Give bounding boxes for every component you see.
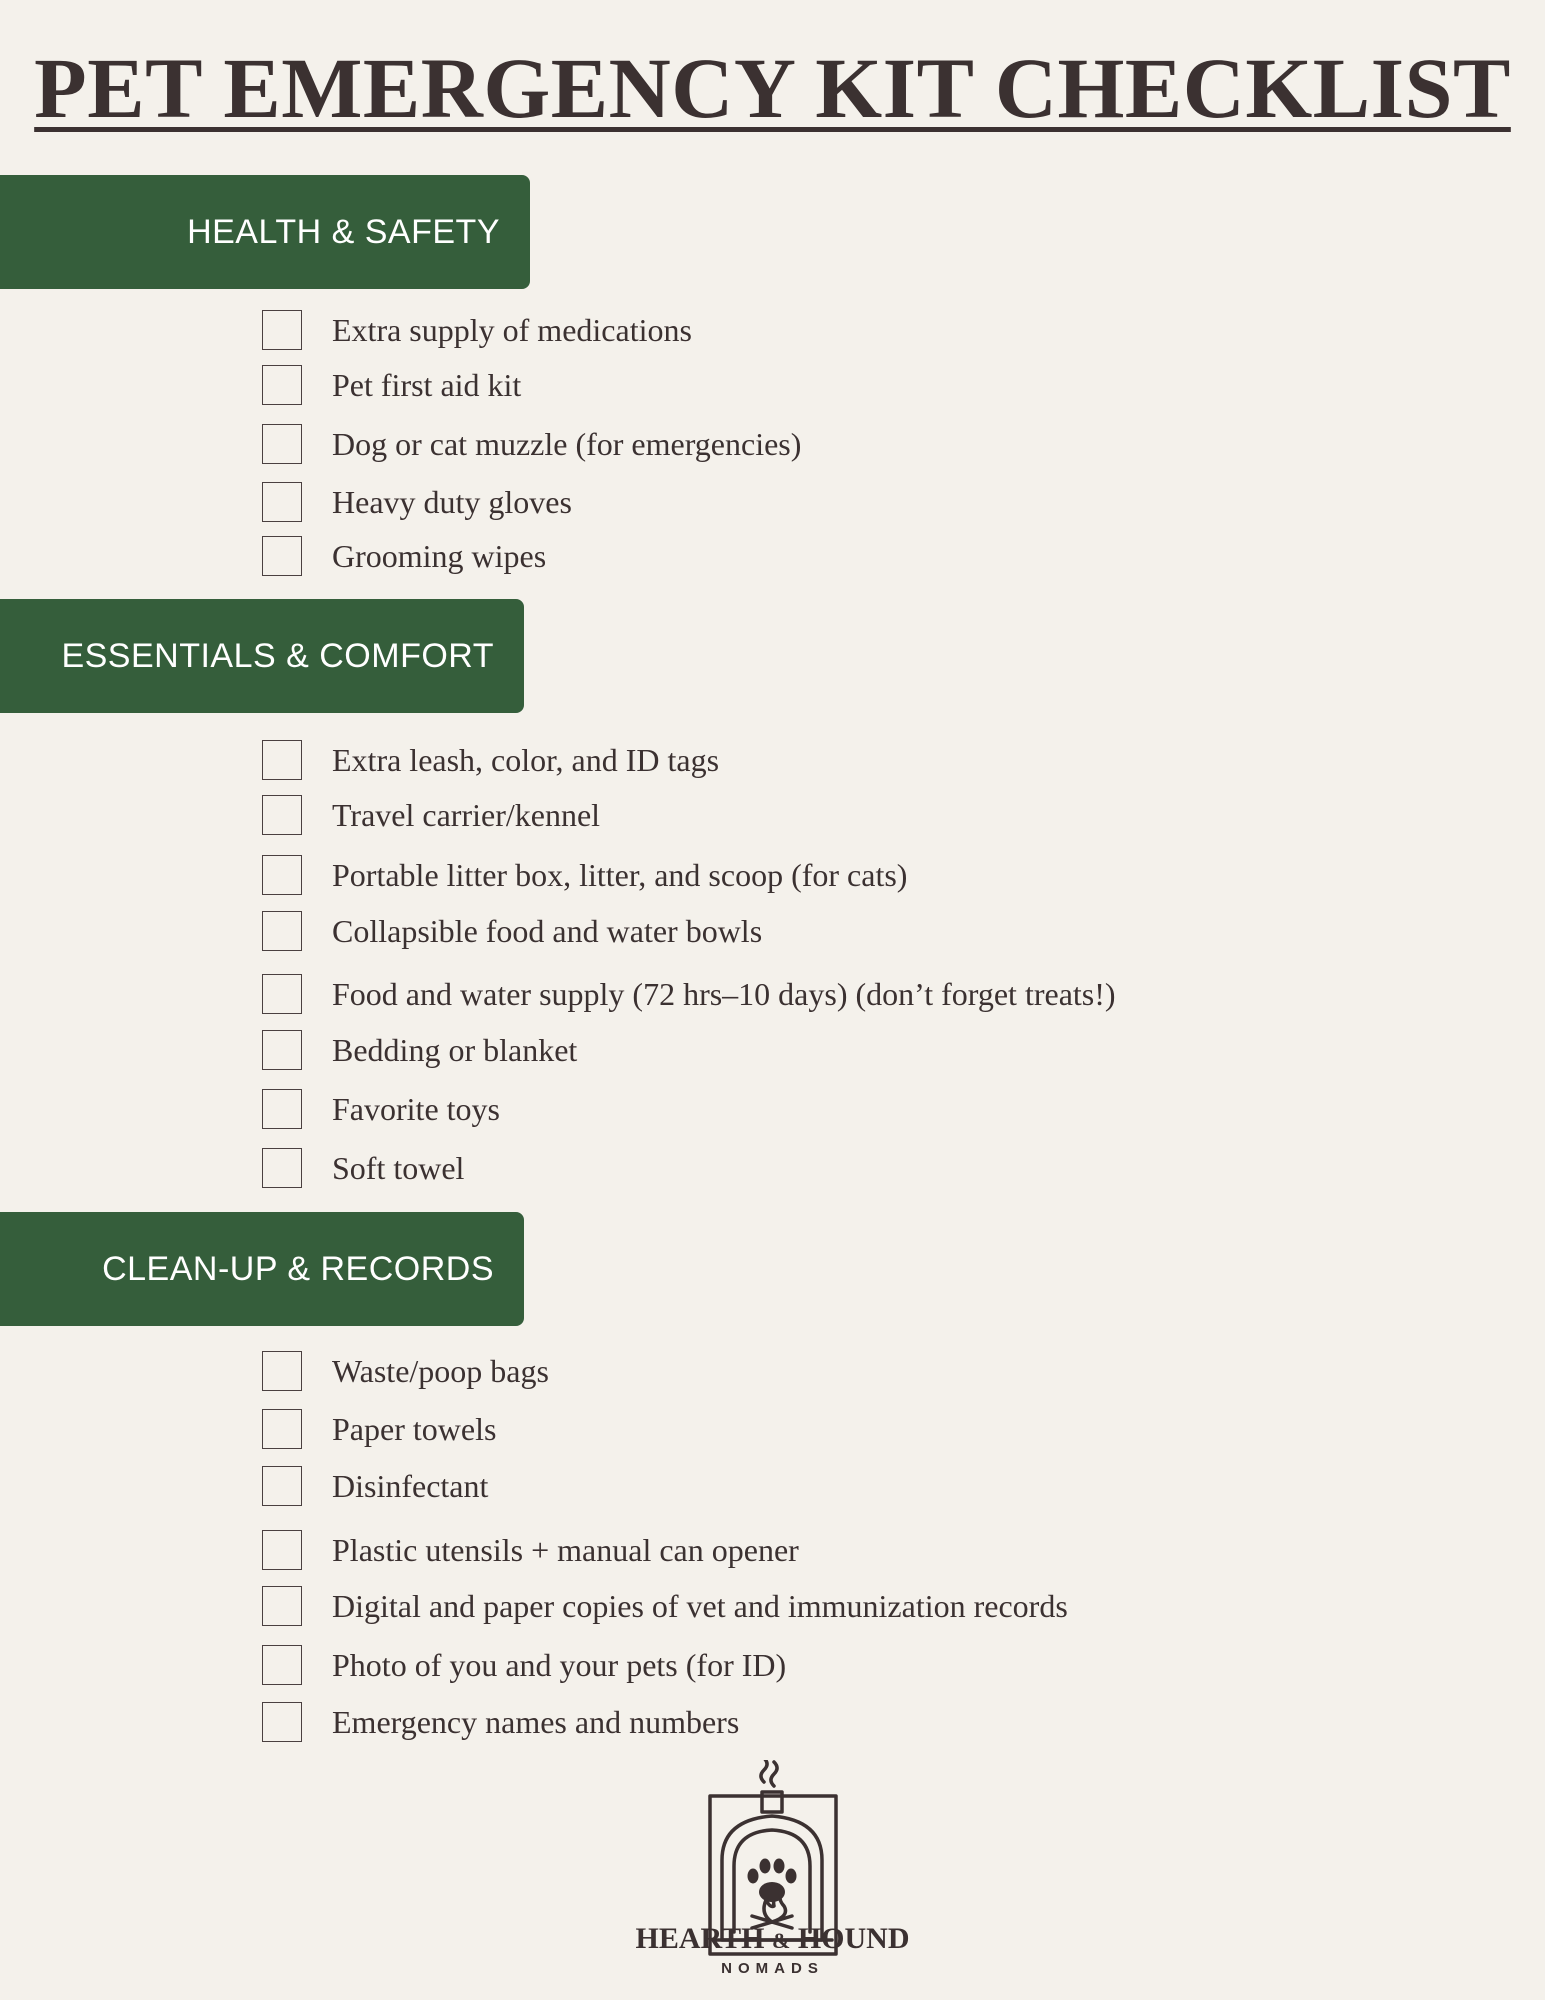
checklist-item-label: Extra leash, color, and ID tags — [332, 741, 720, 778]
page-title: PET EMERGENCY KIT CHECKLIST — [34, 40, 1511, 136]
brand-name-left: HEARTH — [635, 1922, 765, 1955]
checklist-item-label: Food and water supply (72 hrs–10 days) (don’t forget treats!) — [332, 975, 1116, 1012]
checklist-item[interactable] — [262, 972, 1116, 1016]
brand-ampersand: & — [771, 1928, 791, 1953]
checklist-item-label: Pet first aid kit — [332, 366, 522, 403]
checkbox[interactable] — [262, 795, 302, 835]
checkbox[interactable] — [262, 1148, 302, 1188]
checkbox[interactable] — [262, 482, 302, 522]
checklist-item[interactable] — [262, 1643, 786, 1687]
checklist-item[interactable] — [262, 793, 600, 837]
checkbox[interactable] — [262, 424, 302, 464]
checkbox[interactable] — [262, 536, 302, 576]
checkbox[interactable] — [262, 1409, 302, 1449]
checklist-item-label: Extra supply of medications — [332, 311, 692, 348]
checkbox[interactable] — [262, 1466, 302, 1506]
checklist-item-label: Favorite toys — [332, 1090, 500, 1127]
checklist-item[interactable] — [262, 1028, 577, 1072]
checklist-item-label: Travel carrier/kennel — [332, 796, 601, 833]
checkbox[interactable] — [262, 1089, 302, 1129]
checkbox[interactable] — [262, 1030, 302, 1070]
checklist-item-label: Portable litter box, litter, and scoop (for cats) — [332, 856, 908, 893]
section-heading-essentials-comfort — [0, 599, 524, 713]
section-heading-label: HEALTH & SAFETY — [187, 212, 500, 251]
checklist-item[interactable] — [262, 308, 692, 352]
checklist-item-label: Waste/poop bags — [332, 1352, 549, 1389]
checklist-item[interactable] — [262, 1700, 739, 1744]
checklist-item-label: Collapsible food and water bowls — [332, 912, 763, 949]
checklist-item-label: Disinfectant — [332, 1467, 489, 1504]
section-heading-label: ESSENTIALS & COMFORT — [61, 636, 494, 675]
section-heading-label: CLEAN-UP & RECORDS — [102, 1249, 494, 1288]
checklist-item-label: Dog or cat muzzle (for emergencies) — [332, 425, 802, 462]
checkbox[interactable] — [262, 911, 302, 951]
checklist-item[interactable] — [262, 1528, 799, 1572]
checklist-item-label: Soft towel — [332, 1149, 465, 1186]
checklist-item-label: Plastic utensils + manual can opener — [332, 1531, 799, 1568]
checkbox[interactable] — [262, 365, 302, 405]
checkbox[interactable] — [262, 974, 302, 1014]
brand-name — [0, 1922, 1545, 1956]
checklist-item[interactable] — [262, 1087, 500, 1131]
checklist-item[interactable] — [262, 1407, 496, 1451]
checklist-item[interactable] — [262, 738, 719, 782]
checkbox[interactable] — [262, 1645, 302, 1685]
checklist-item[interactable] — [262, 1464, 488, 1508]
checklist-item-label: Paper towels — [332, 1410, 497, 1447]
checklist-item[interactable] — [262, 534, 546, 578]
section-heading-clean-up-records — [0, 1212, 524, 1326]
checkbox[interactable] — [262, 1586, 302, 1626]
checklist-item[interactable] — [262, 480, 572, 524]
brand-subtitle: NOMADS — [721, 1960, 824, 1977]
checkbox[interactable] — [262, 740, 302, 780]
checkbox[interactable] — [262, 1702, 302, 1742]
checklist-item-label: Grooming wipes — [332, 537, 547, 574]
brand-name-right: HOUND — [797, 1922, 910, 1955]
checklist-item[interactable] — [262, 1146, 464, 1190]
checkbox[interactable] — [262, 310, 302, 350]
checklist-item[interactable] — [262, 422, 801, 466]
checklist-item[interactable] — [262, 909, 762, 953]
checkbox[interactable] — [262, 855, 302, 895]
checklist-item-label: Emergency names and numbers — [332, 1703, 740, 1740]
checklist-item[interactable] — [262, 1584, 1068, 1628]
checklist-item-label: Heavy duty gloves — [332, 483, 572, 520]
checklist-item-label: Photo of you and your pets (for ID) — [332, 1646, 787, 1683]
checklist-item[interactable] — [262, 1349, 549, 1393]
checklist-item-label: Digital and paper copies of vet and immunization records — [332, 1587, 1068, 1624]
section-heading-health-safety — [0, 175, 530, 289]
checkbox[interactable] — [262, 1351, 302, 1391]
checkbox[interactable] — [262, 1530, 302, 1570]
checklist-item[interactable] — [262, 363, 521, 407]
checklist-item-label: Bedding or blanket — [332, 1031, 578, 1068]
checklist-item[interactable] — [262, 853, 907, 897]
